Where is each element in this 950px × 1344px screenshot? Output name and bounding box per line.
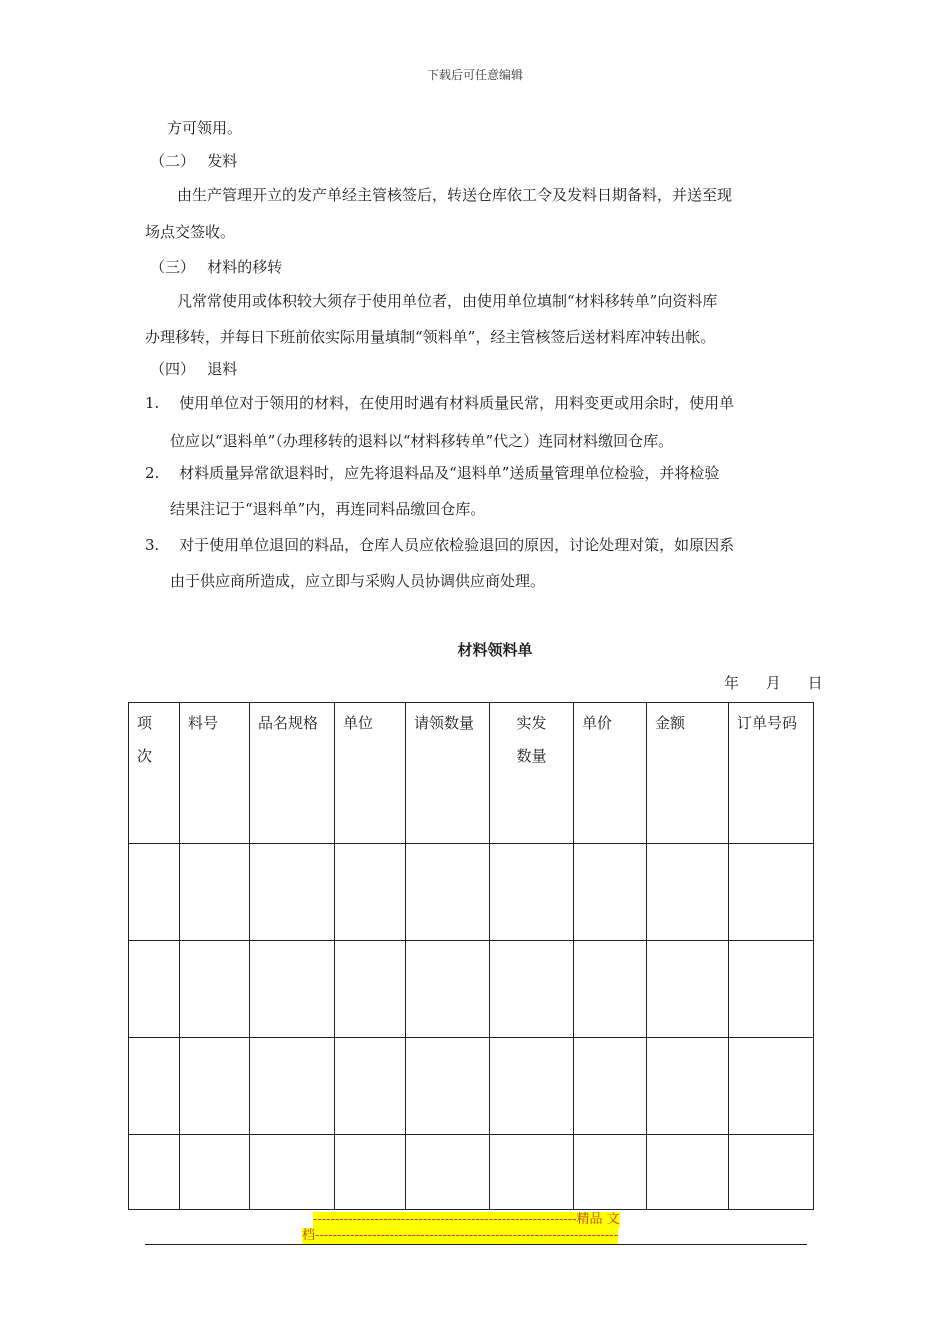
table-cell	[406, 844, 490, 941]
table-cell	[729, 1038, 814, 1135]
list-item-continuation: 位应以“退料单”（办理移转的退料以“材料移转单”代之）连同材料缴回仓库。	[170, 432, 674, 450]
table-cell	[250, 1038, 335, 1135]
table-cell	[490, 844, 574, 941]
header-part-no: 料号	[188, 714, 219, 732]
list-item-continuation: 由于供应商所造成，应立即与采购人员协调供应商处理。	[170, 572, 546, 590]
header-cell-price	[574, 703, 647, 844]
table-cell	[335, 844, 406, 941]
paragraph-line: 方可领用。	[167, 119, 243, 137]
footer-watermark-line1: ------------------------------------------------------------精品 文	[313, 1212, 620, 1227]
table-cell	[129, 941, 180, 1038]
table-cell	[129, 1038, 180, 1135]
header-spec: 品名规格	[258, 714, 319, 732]
table-cell	[180, 1038, 250, 1135]
header-order-no: 订单号码	[737, 714, 798, 732]
table-cell	[180, 844, 250, 941]
table-row	[129, 844, 814, 941]
header-cell-actual-qty	[490, 703, 574, 844]
list-item: 3. 对于使用单位退回的料品，仓库人员应依检验退回的原因，讨论处理对策，如原因系	[145, 536, 735, 554]
section-heading-3: （三） 材料的移转	[150, 258, 283, 276]
date-year-label: 年	[724, 674, 740, 692]
table-cell	[335, 1135, 406, 1210]
header-cell-part-no	[180, 703, 250, 844]
table-cell	[406, 941, 490, 1038]
paragraph-line: 凡常常使用或体积较大须存于使用单位者，由使用单位填制“材料移转单”向资料库	[177, 292, 718, 310]
table-cell	[490, 1038, 574, 1135]
footer-divider	[145, 1244, 807, 1245]
list-item-continuation: 结果注记于“退料单”内，再连同料品缴回仓库。	[170, 500, 486, 518]
table-cell	[129, 844, 180, 941]
table-cell	[250, 941, 335, 1038]
table-cell	[647, 844, 729, 941]
footer-watermark-line2: 档---------------------------------------------------------------------	[302, 1228, 619, 1243]
table-cell	[574, 844, 647, 941]
header-item-line2: 次	[137, 747, 153, 765]
list-item: 1. 使用单位对于领用的材料，在使用时遇有材料质量民常，用料变更或用余时，使用单	[145, 394, 735, 412]
table-cell	[335, 1038, 406, 1135]
header-cell-item	[129, 703, 180, 844]
date-month-label: 月	[765, 674, 781, 692]
table-cell	[490, 1135, 574, 1210]
list-item: 2. 材料质量异常欲退料时，应先将退料品及“退料单”送质量管理单位检验，并将检验	[145, 464, 720, 482]
table-cell	[574, 1135, 647, 1210]
header-amount: 金额	[655, 714, 686, 732]
paragraph-line: 由生产管理开立的发产单经主管核签后，转送仓库依工令及发料日期备料，并送至现	[177, 186, 733, 204]
table-cell	[490, 941, 574, 1038]
table-cell	[574, 941, 647, 1038]
paragraph-line: 办理移转，并每日下班前依实际用量填制“领料单”，经主管核签后送材料库冲转出帐。	[145, 328, 716, 346]
header-item-line1: 项	[137, 714, 153, 732]
section-heading-4: （四） 退料	[150, 360, 238, 378]
section-heading-2: （二） 发料	[150, 152, 238, 170]
table-cell	[180, 1135, 250, 1210]
table-cell	[729, 941, 814, 1038]
form-title: 材料领料单	[457, 641, 533, 659]
table-row	[129, 1135, 814, 1210]
paragraph-line: 场点交签收。	[145, 223, 236, 241]
header-actual-line2: 数量	[516, 747, 547, 765]
table-cell	[574, 1038, 647, 1135]
header-price: 单价	[582, 714, 613, 732]
header-actual-line1: 实发	[516, 714, 547, 732]
table-header-row	[129, 703, 814, 844]
header-unit: 单位	[343, 714, 374, 732]
table-cell	[729, 1135, 814, 1210]
table-cell	[250, 844, 335, 941]
date-row	[724, 672, 823, 693]
table-cell	[729, 844, 814, 941]
table-cell	[647, 1135, 729, 1210]
header-req-qty: 请领数量	[414, 714, 475, 732]
table-cell	[180, 941, 250, 1038]
table-cell	[647, 1038, 729, 1135]
header-cell-req-qty	[406, 703, 490, 844]
table-cell	[406, 1135, 490, 1210]
header-cell-unit	[335, 703, 406, 844]
requisition-table	[128, 702, 814, 1210]
table-cell	[335, 941, 406, 1038]
header-cell-spec	[250, 703, 335, 844]
table-cell	[129, 1135, 180, 1210]
date-day-label: 日	[807, 674, 823, 692]
header-cell-amount	[647, 703, 729, 844]
table-cell	[406, 1038, 490, 1135]
header-note: 下载后可任意编辑	[426, 68, 523, 82]
header-cell-order-no	[729, 703, 814, 844]
table-cell	[647, 941, 729, 1038]
table-row	[129, 941, 814, 1038]
table-cell	[250, 1135, 335, 1210]
table-row	[129, 1038, 814, 1135]
